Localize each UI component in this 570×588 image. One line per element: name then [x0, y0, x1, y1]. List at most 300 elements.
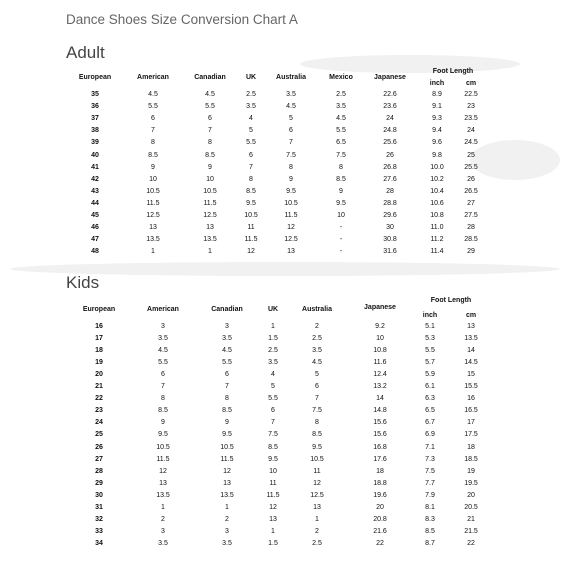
table-cell: 9.3 — [432, 115, 442, 123]
table-cell: 13 — [149, 224, 157, 232]
table-cell: 6 — [161, 371, 165, 379]
column-header: European — [78, 74, 112, 81]
table-cell: 6.9 — [425, 431, 435, 439]
table-cell: 5.5 — [158, 359, 168, 367]
table-cell: 12 — [159, 467, 167, 475]
european-size-cell: 17 — [95, 335, 103, 343]
table-cell: 11.5 — [220, 455, 234, 463]
table-cell: 5.1 — [425, 323, 435, 330]
table-cell: 7.3 — [425, 455, 435, 463]
table-cell: 5.9 — [425, 371, 435, 379]
table-cell: 10.8 — [430, 212, 444, 219]
table-cell: 29 — [467, 248, 475, 256]
european-size-cell: 38 — [91, 127, 99, 135]
table-cell: 25 — [467, 151, 475, 159]
table-cell: 13.5 — [146, 236, 160, 244]
european-size-cell: 35 — [91, 91, 99, 98]
table-cell: 18 — [376, 467, 384, 475]
table-cell: 6.7 — [425, 419, 435, 427]
european-size-cell: 23 — [95, 407, 103, 415]
table-cell: 6.3 — [425, 395, 435, 403]
table-cell: 11.4 — [430, 248, 444, 256]
table-cell: 9.5 — [222, 431, 232, 439]
table-cell: 8.5 — [246, 187, 256, 195]
table-cell: 5.5 — [148, 103, 158, 111]
table-cell: 26.8 — [383, 163, 397, 171]
table-cell: 22 — [467, 539, 475, 547]
table-cell: 18.5 — [464, 455, 478, 463]
european-size-cell: 40 — [91, 151, 99, 159]
table-cell: 13 — [206, 224, 214, 232]
table-cell: 1.5 — [268, 539, 278, 547]
table-cell: 12 — [223, 467, 231, 475]
table-cell: 17.6 — [373, 455, 387, 463]
european-size-cell: 24 — [95, 419, 103, 427]
table-cell: 9.2 — [375, 323, 385, 330]
european-size-cell: 43 — [91, 187, 99, 195]
table-cell: 19.6 — [373, 491, 387, 499]
table-cell: 8 — [339, 163, 343, 171]
table-cell: 24 — [386, 115, 394, 123]
table-cell: 2.5 — [312, 335, 322, 343]
table-cell: 1 — [315, 515, 319, 523]
table-cell: 10 — [337, 212, 345, 219]
table-cell: 5 — [289, 115, 293, 123]
table-cell: 28 — [467, 224, 475, 232]
table-cell: 3 — [161, 323, 165, 330]
european-size-cell: 44 — [91, 199, 99, 207]
table-cell: 27 — [467, 199, 475, 207]
table-cell: 7.1 — [425, 443, 435, 451]
table-cell: 7.7 — [425, 479, 435, 487]
european-size-cell: 28 — [95, 467, 103, 475]
table-cell: 27.5 — [464, 212, 478, 219]
table-cell: 28.5 — [464, 236, 478, 244]
table-cell: 7 — [208, 127, 212, 135]
table-cell: 9.6 — [432, 139, 442, 147]
european-size-cell: 46 — [91, 224, 99, 232]
column-header: American — [137, 74, 169, 81]
table-cell: 20 — [376, 503, 384, 511]
table-cell: 7.5 — [425, 467, 435, 475]
table-cell: 15.6 — [373, 431, 387, 439]
table-cell: 6.5 — [336, 139, 346, 147]
european-size-cell: 45 — [91, 212, 99, 219]
table-cell: 21 — [467, 515, 475, 523]
table-cell: 10.5 — [156, 443, 170, 451]
european-size-cell: 31 — [95, 503, 103, 511]
table-cell: 12.5 — [203, 212, 217, 219]
table-cell: 4.5 — [158, 347, 168, 355]
table-cell: 7.5 — [336, 151, 346, 159]
table-cell: 15.5 — [464, 383, 478, 391]
table-cell: 3.5 — [246, 103, 256, 111]
table-cell: 10 — [149, 175, 157, 183]
european-size-cell: 30 — [95, 491, 103, 499]
table-cell: 2.5 — [246, 91, 256, 98]
table-cell: 1 — [225, 503, 229, 511]
table-cell: 7.5 — [268, 431, 278, 439]
scan-smudge — [300, 55, 520, 73]
table-cell: 4 — [249, 115, 253, 123]
table-cell: 11.5 — [284, 212, 298, 219]
table-cell: 4.5 — [205, 91, 215, 98]
table-cell: 9 — [339, 187, 343, 195]
european-size-cell: 42 — [91, 175, 99, 183]
table-cell: 5 — [249, 127, 253, 135]
table-cell: 21.5 — [464, 527, 478, 535]
column-header: Mexico — [329, 74, 353, 81]
table-cell: 6 — [289, 127, 293, 135]
european-size-cell: 19 — [95, 359, 103, 367]
table-cell: 29.6 — [383, 212, 397, 219]
table-cell: 8.5 — [268, 443, 278, 451]
table-cell: 6 — [271, 407, 275, 415]
table-cell: 11.5 — [156, 455, 170, 463]
table-cell: 30.8 — [383, 236, 397, 244]
table-cell: 12 — [313, 479, 321, 487]
table-cell: - — [339, 236, 343, 244]
table-cell: 7 — [315, 395, 319, 403]
table-cell: 23.6 — [383, 103, 397, 111]
table-cell: 8 — [249, 175, 253, 183]
table-cell: 9 — [208, 163, 212, 171]
table-cell: 9.5 — [312, 443, 322, 451]
table-cell: 5 — [315, 371, 319, 379]
table-cell: 3 — [225, 323, 229, 330]
foot-length-header: Foot Length — [432, 68, 474, 75]
table-cell: 10.5 — [310, 455, 324, 463]
european-size-cell: 21 — [95, 383, 103, 391]
table-cell: 15 — [467, 371, 475, 379]
table-cell: 12.4 — [373, 371, 387, 379]
table-cell: 5.5 — [205, 103, 215, 111]
european-size-cell: 25 — [95, 431, 103, 439]
table-cell: 9.1 — [432, 103, 442, 111]
column-header: inch — [422, 312, 438, 319]
table-cell: 11.5 — [203, 199, 217, 207]
european-size-cell: 34 — [95, 539, 103, 547]
table-cell: 5 — [271, 383, 275, 391]
table-cell: 26 — [386, 151, 394, 159]
table-cell: 7.5 — [312, 407, 322, 415]
table-cell: 25.6 — [383, 139, 397, 147]
table-cell: 9 — [161, 419, 165, 427]
table-cell: 8.5 — [336, 175, 346, 183]
table-cell: 8 — [289, 163, 293, 171]
table-cell: 3.5 — [222, 539, 232, 547]
column-header: Japanese — [364, 304, 396, 311]
table-cell: 7 — [161, 383, 165, 391]
table-cell: 1 — [208, 248, 212, 256]
table-cell: 4 — [271, 371, 275, 379]
table-cell: 8 — [151, 139, 155, 147]
table-cell: 1 — [271, 323, 275, 330]
foot-length-header: Foot Length — [430, 297, 472, 304]
european-size-cell: 48 — [91, 248, 99, 256]
kids-heading: Kids — [66, 273, 100, 292]
table-cell: 8.3 — [425, 515, 435, 523]
table-cell: 2 — [225, 515, 229, 523]
table-cell: 1.5 — [268, 335, 278, 343]
table-cell: 16.8 — [373, 443, 387, 451]
table-cell: 6.1 — [425, 383, 435, 391]
table-cell: 11.5 — [266, 491, 280, 499]
table-cell: 5.5 — [268, 395, 278, 403]
table-cell: 10.5 — [146, 187, 160, 195]
table-cell: 17.5 — [464, 431, 478, 439]
table-cell: 8.5 — [158, 407, 168, 415]
column-header: Australia — [302, 306, 332, 313]
table-cell: 9 — [289, 175, 293, 183]
european-size-cell: 33 — [95, 527, 103, 535]
table-cell: 13.5 — [220, 491, 234, 499]
table-cell: 11.6 — [373, 359, 387, 367]
european-size-cell: 29 — [95, 479, 103, 487]
table-cell: 5.5 — [222, 359, 232, 367]
table-cell: 25.5 — [464, 163, 478, 171]
table-cell: 10 — [269, 467, 277, 475]
table-cell: 14 — [376, 395, 384, 403]
column-header: inch — [429, 80, 445, 87]
table-cell: 3.5 — [222, 335, 232, 343]
european-size-cell: 20 — [95, 371, 103, 379]
table-cell: 6 — [208, 115, 212, 123]
table-cell: 9.5 — [268, 455, 278, 463]
column-header: Canadian — [211, 306, 243, 313]
table-cell: 1 — [271, 527, 275, 535]
table-cell: 24.5 — [464, 139, 478, 147]
table-cell: 22 — [376, 539, 384, 547]
table-cell: 8.1 — [425, 503, 435, 511]
european-size-cell: 37 — [91, 115, 99, 123]
column-header: American — [147, 306, 179, 313]
table-cell: 26.5 — [464, 187, 478, 195]
table-cell: 16 — [467, 395, 475, 403]
table-cell: 6.5 — [425, 407, 435, 415]
table-cell: 9.5 — [286, 187, 296, 195]
table-cell: 19.5 — [464, 479, 478, 487]
table-cell: 2.5 — [268, 347, 278, 355]
table-cell: 3.5 — [268, 359, 278, 367]
table-cell: - — [339, 248, 343, 256]
table-cell: 18 — [467, 443, 475, 451]
table-cell: 12.5 — [310, 491, 324, 499]
table-cell: 9 — [151, 163, 155, 171]
table-cell: 5.7 — [425, 359, 435, 367]
table-cell: 4.5 — [336, 115, 346, 123]
table-cell: 19 — [467, 467, 475, 475]
table-cell: 10.5 — [284, 199, 298, 207]
table-cell: 11.5 — [146, 199, 160, 207]
table-cell: 9.5 — [246, 199, 256, 207]
table-cell: 21.6 — [373, 527, 387, 535]
table-cell: 28 — [386, 187, 394, 195]
table-cell: 5.3 — [425, 335, 435, 343]
table-cell: 3 — [225, 527, 229, 535]
european-size-cell: 26 — [95, 443, 103, 451]
table-cell: 16.5 — [464, 407, 478, 415]
table-cell: 22.5 — [464, 91, 478, 98]
table-cell: 1 — [161, 503, 165, 511]
table-cell: 12 — [287, 224, 295, 232]
table-cell: 23.5 — [464, 115, 478, 123]
table-cell: 13 — [313, 503, 321, 511]
table-cell: 4.5 — [286, 103, 296, 111]
table-cell: 7.9 — [425, 491, 435, 499]
column-header: Canadian — [194, 74, 226, 81]
table-cell: 15.6 — [373, 419, 387, 427]
table-cell: 8.5 — [148, 151, 158, 159]
table-cell: 13 — [223, 479, 231, 487]
table-cell: 2 — [315, 323, 319, 330]
table-cell: 9 — [225, 419, 229, 427]
table-cell: 17 — [467, 419, 475, 427]
table-cell: 10.6 — [430, 199, 444, 207]
table-cell: 8.7 — [425, 539, 435, 547]
table-cell: 26 — [467, 175, 475, 183]
table-cell: 9.8 — [432, 151, 442, 159]
table-cell: 7 — [225, 383, 229, 391]
european-size-cell: 41 — [91, 163, 99, 171]
table-cell: 10.5 — [220, 443, 234, 451]
column-header: European — [82, 306, 116, 313]
table-cell: 5.5 — [246, 139, 256, 147]
table-cell: 10 — [376, 335, 384, 343]
table-cell: 20.5 — [464, 503, 478, 511]
table-cell: 30 — [386, 224, 394, 232]
table-cell: 10.2 — [430, 175, 444, 183]
adult-heading: Adult — [66, 43, 105, 62]
table-cell: 8 — [161, 395, 165, 403]
table-cell: 7 — [151, 127, 155, 135]
table-cell: 5.5 — [336, 127, 346, 135]
table-cell: 8.5 — [312, 431, 322, 439]
table-cell: 3.5 — [312, 347, 322, 355]
table-cell: 24 — [467, 127, 475, 135]
table-cell: 14 — [467, 347, 475, 355]
table-cell: 20 — [467, 491, 475, 499]
table-cell: 7 — [289, 139, 293, 147]
table-cell: 11.0 — [430, 224, 444, 232]
table-cell: 9.4 — [432, 127, 442, 135]
page-title: Dance Shoes Size Conversion Chart A — [66, 12, 298, 27]
european-size-cell: 36 — [91, 103, 99, 111]
table-cell: 7.5 — [286, 151, 296, 159]
table-cell: 2 — [161, 515, 165, 523]
column-header: UK — [267, 306, 279, 313]
table-cell: 4.5 — [222, 347, 232, 355]
european-size-cell: 18 — [95, 347, 103, 355]
table-cell: 10.8 — [373, 347, 387, 355]
table-cell: 1 — [151, 248, 155, 256]
table-cell: 13 — [269, 515, 277, 523]
table-cell: 13.5 — [156, 491, 170, 499]
table-cell: 8.5 — [425, 527, 435, 535]
table-cell: 8 — [315, 419, 319, 427]
table-cell: 7 — [271, 419, 275, 427]
table-cell: 12 — [247, 248, 255, 256]
european-size-cell: 27 — [95, 455, 103, 463]
table-cell: 9.5 — [158, 431, 168, 439]
table-cell: 4.5 — [148, 91, 158, 98]
table-cell: 8.5 — [205, 151, 215, 159]
table-cell: 3 — [161, 527, 165, 535]
table-cell: 11.2 — [430, 236, 444, 244]
table-cell: 8 — [208, 139, 212, 147]
table-cell: 2.5 — [312, 539, 322, 547]
table-cell: 13 — [287, 248, 295, 256]
column-header: cm — [465, 80, 477, 87]
table-cell: 31.6 — [383, 248, 397, 256]
column-header: UK — [245, 74, 257, 81]
table-cell: 13.5 — [203, 236, 217, 244]
column-header: cm — [465, 312, 477, 319]
table-cell: 27.6 — [383, 175, 397, 183]
table-cell: 11 — [313, 467, 321, 475]
table-cell: 28.8 — [383, 199, 397, 207]
table-cell: 13.5 — [464, 335, 478, 343]
table-cell: 8 — [225, 395, 229, 403]
table-cell: 8.9 — [432, 91, 442, 98]
table-cell: 18.8 — [373, 479, 387, 487]
table-cell: 3.5 — [158, 539, 168, 547]
table-cell: 11.5 — [244, 236, 258, 244]
column-header: Australia — [276, 74, 306, 81]
table-cell: 10.5 — [203, 187, 217, 195]
european-size-cell: 32 — [95, 515, 103, 523]
table-cell: 14.8 — [373, 407, 387, 415]
table-cell: 11 — [269, 479, 277, 487]
table-cell: 4.5 — [312, 359, 322, 367]
table-cell: 24.8 — [383, 127, 397, 135]
table-cell: 3.5 — [336, 103, 346, 111]
table-cell: 20.8 — [373, 515, 387, 523]
table-cell: 13.2 — [373, 383, 387, 391]
table-cell: 10.0 — [430, 163, 444, 171]
table-cell: - — [339, 224, 343, 232]
european-size-cell: 22 — [95, 395, 103, 403]
table-cell: 10.4 — [430, 187, 444, 195]
table-cell: 3.5 — [286, 91, 296, 98]
table-cell: 2.5 — [336, 91, 346, 98]
table-cell: 14.5 — [464, 359, 478, 367]
column-header: Japanese — [374, 74, 406, 81]
table-cell: 8.5 — [222, 407, 232, 415]
table-cell: 6 — [225, 371, 229, 379]
european-size-cell: 39 — [91, 139, 99, 147]
european-size-cell: 47 — [91, 236, 99, 244]
table-cell: 6 — [249, 151, 253, 159]
table-cell: 23 — [467, 103, 475, 111]
table-cell: 9.5 — [336, 199, 346, 207]
european-size-cell: 16 — [95, 323, 103, 330]
table-cell: 2 — [315, 527, 319, 535]
table-cell: 13 — [159, 479, 167, 487]
table-cell: 10.5 — [244, 212, 258, 219]
table-cell: 5.5 — [425, 347, 435, 355]
table-cell: 11 — [247, 224, 255, 232]
table-cell: 6 — [151, 115, 155, 123]
table-cell: 10 — [206, 175, 214, 183]
table-cell: 7 — [249, 163, 253, 171]
table-cell: 12 — [269, 503, 277, 511]
table-cell: 3.5 — [158, 335, 168, 343]
table-cell: 6 — [315, 383, 319, 391]
table-cell: 13 — [467, 323, 475, 330]
table-cell: 22.6 — [383, 91, 397, 98]
table-cell: 12.5 — [284, 236, 298, 244]
